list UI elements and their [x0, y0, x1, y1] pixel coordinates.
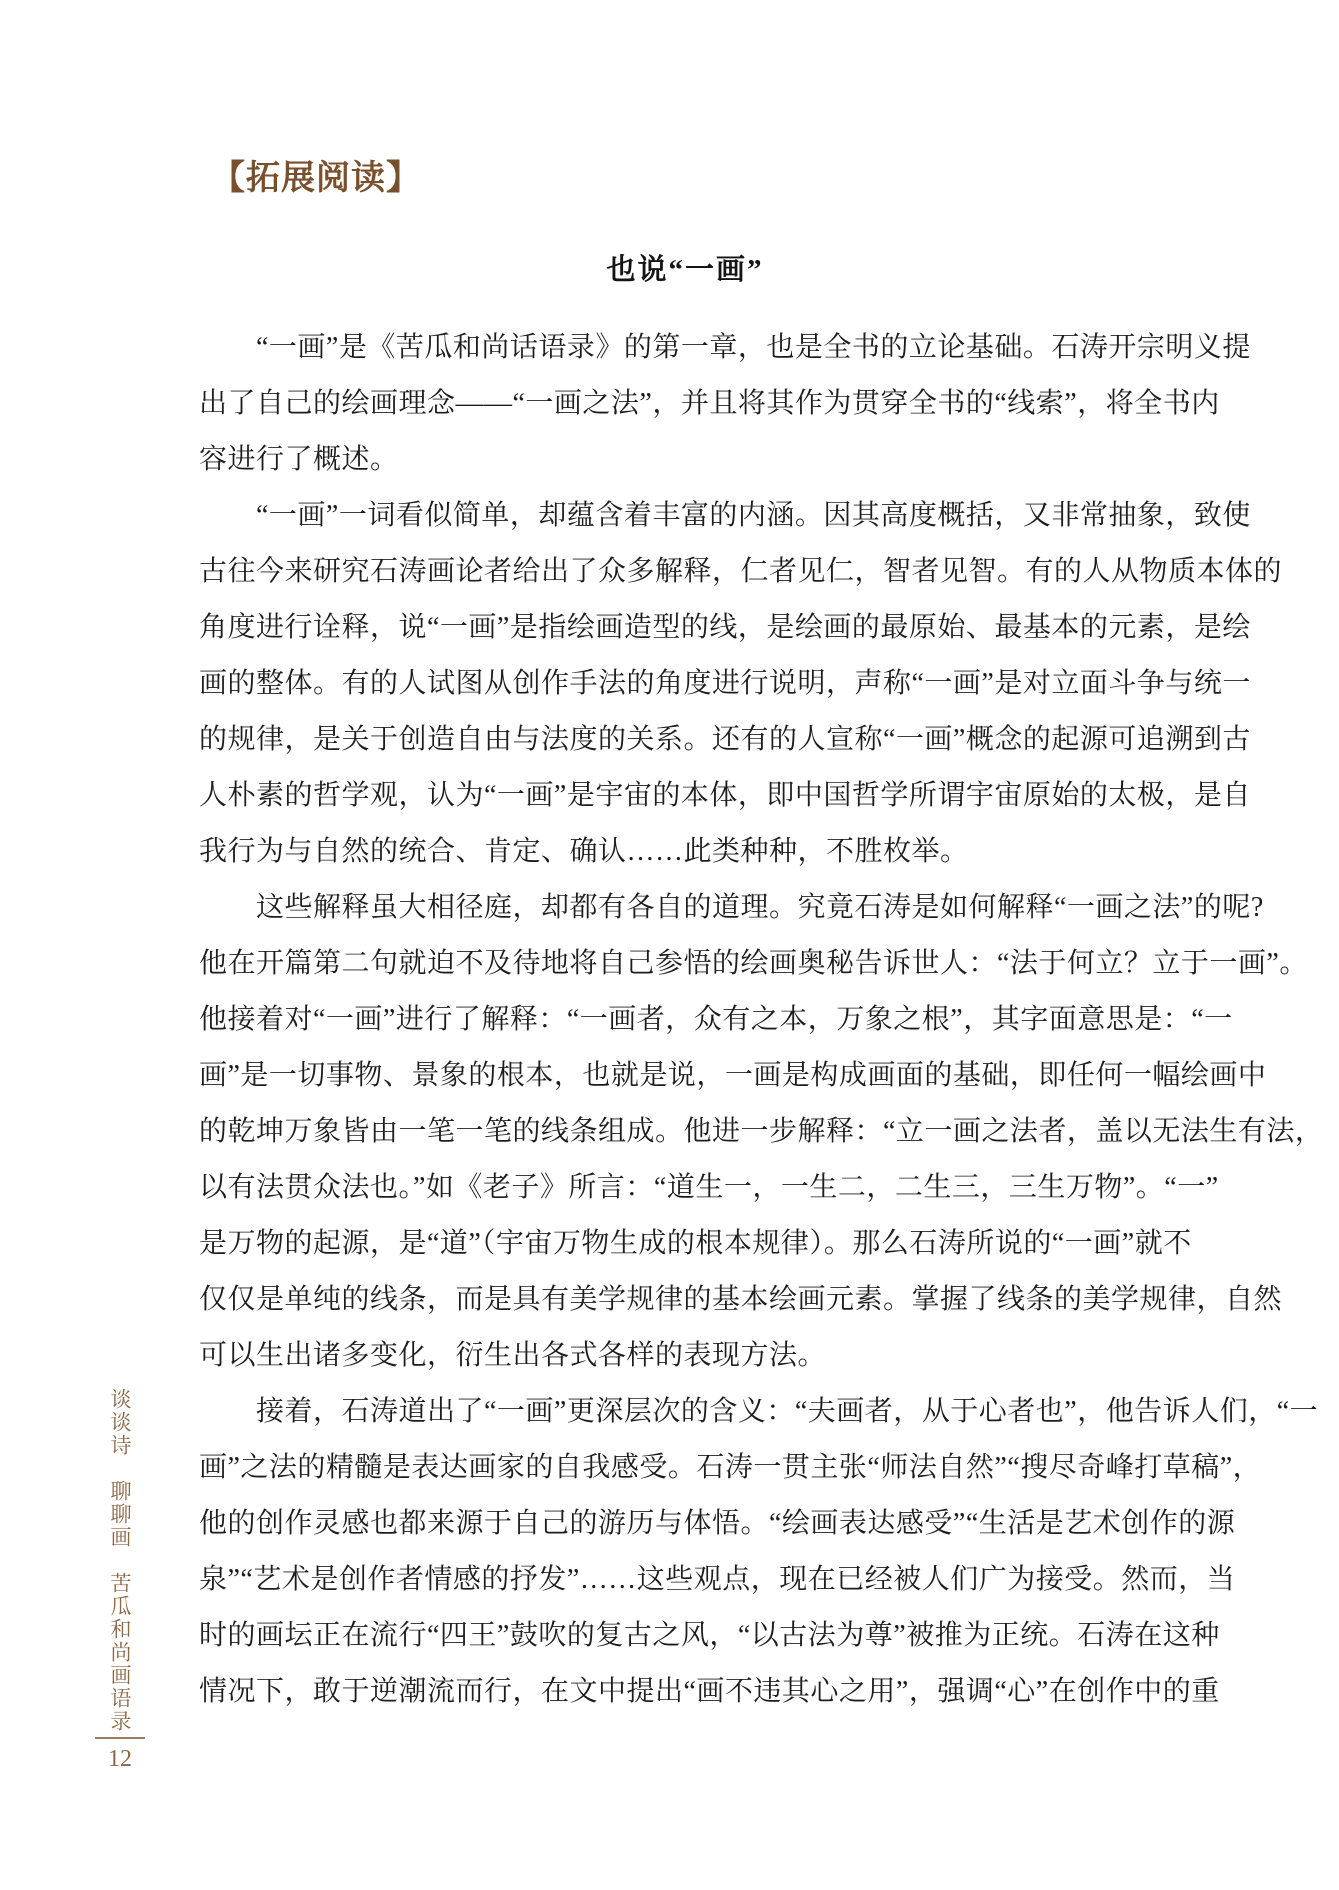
- text-line: 可以生出诸多变化，衍生出各式各样的表现方法。: [199, 1340, 827, 1371]
- text-line: 容进行了概述。: [199, 444, 399, 475]
- text-line: 这些解释虽大相径庭，却都有各自的道理。究竟石涛是如何解释“一画之法”的呢?: [199, 892, 1264, 923]
- section-header: 【拓展阅读】: [211, 160, 421, 197]
- text-line: 他的创作灵感也都来源于自己的游历与体悟。“绘画表达感受”“生活是艺术创作的源: [199, 1508, 1236, 1539]
- text-line: 他在开篇第二句就迫不及待地将自己参悟的绘画奥秘告诉世人：“法于何立？立于一画”。: [199, 948, 1308, 979]
- text-line: 出了自己的绘画理念——“一画之法”，并且将其作为贯穿全书的“线索”，将全书内: [199, 388, 1220, 419]
- text-line: 以有法贯众法也。”如《老子》所言：“道生一，一生二，二生三，三生万物”。“一”: [199, 1172, 1219, 1203]
- text-line: 我行为与自然的统合、肯定、确认……此类种种，不胜枚举。: [199, 836, 969, 867]
- text-line: 角度进行诠释，说“一画”是指绘画造型的线，是绘画的最原始、最基本的元素，是绘: [199, 612, 1251, 643]
- text-line: 他接着对“一画”进行了解释：“一画者，众有之本，万象之根”，其字面意思是：“一: [199, 1004, 1233, 1035]
- text-line: 人朴素的哲学观，认为“一画”是宇宙的本体，即中国哲学所谓宇宙原始的太极，是自: [199, 780, 1251, 811]
- sidebar-book-title: 谈谈诗 聊聊画 苦瓜和尚画语录: [108, 1388, 132, 1733]
- text-line: 的规律，是关于创造自由与法度的关系。还有的人宣称“一画”概念的起源可追溯到古: [199, 724, 1251, 755]
- text-line: 泉”“艺术是创作者情感的抒发”……这些观点，现在已经被人们广为接受。然而，当: [199, 1564, 1236, 1595]
- text-line: “一画”是《苦瓜和尚话语录》的第一章，也是全书的立论基础。石涛开宗明义提: [199, 332, 1251, 363]
- text-line: 的乾坤万象皆由一笔一笔的线条组成。他进一步解释：“立一画之法者，盖以无法生有法，: [199, 1116, 1324, 1147]
- text-line: 接着，石涛道出了“一画”更深层次的含义：“夫画者，从于心者也”，他告诉人们，“一: [199, 1396, 1319, 1427]
- paragraph: [199, 880, 1324, 1384]
- text-line: 时的画坛正在流行“四王”鼓吹的复古之风，“以古法为尊”被推为正统。石涛在这种: [199, 1620, 1220, 1651]
- text-line: 画”之法的精髓是表达画家的自我感受。石涛一贯主张“师法自然”“搜尽奇峰打草稿”，: [199, 1452, 1262, 1483]
- text-line: 仅仅是单纯的线条，而是具有美学规律的基本绘画元素。掌握了线条的美学规律，自然: [199, 1284, 1283, 1315]
- footer-rule: [95, 1737, 145, 1739]
- article-title: 也说“一画”: [606, 254, 764, 286]
- text-line: “一画”一词看似简单，却蕴含着丰富的内涵。因其高度概括，又非常抽象，致使: [199, 500, 1251, 531]
- text-line: 画”是一切事物、景象的根本，也就是说，一画是构成画面的基础，即任何一幅绘画中: [199, 1060, 1267, 1091]
- paragraph: [199, 320, 1251, 488]
- text-line: 情况下，敢于逆潮流而行，在文中提出“画不违其心之用”，强调“心”在创作中的重: [199, 1676, 1220, 1707]
- text-line: 画的整体。有的人试图从创作手法的角度进行说明，声称“一画”是对立面斗争与统一: [199, 668, 1251, 699]
- paragraph: [199, 1384, 1319, 1720]
- page-number: 12: [108, 1746, 132, 1772]
- paragraph: [199, 488, 1283, 880]
- body-text: [199, 320, 1324, 1720]
- text-line: 是万物的起源，是“道”（宇宙万物生成的根本规律）。那么石涛所说的“一画”就不: [199, 1228, 1192, 1259]
- text-line: 古往今来研究石涛画论者给出了众多解释，仁者见仁，智者见智。有的人从物质本体的: [199, 556, 1283, 587]
